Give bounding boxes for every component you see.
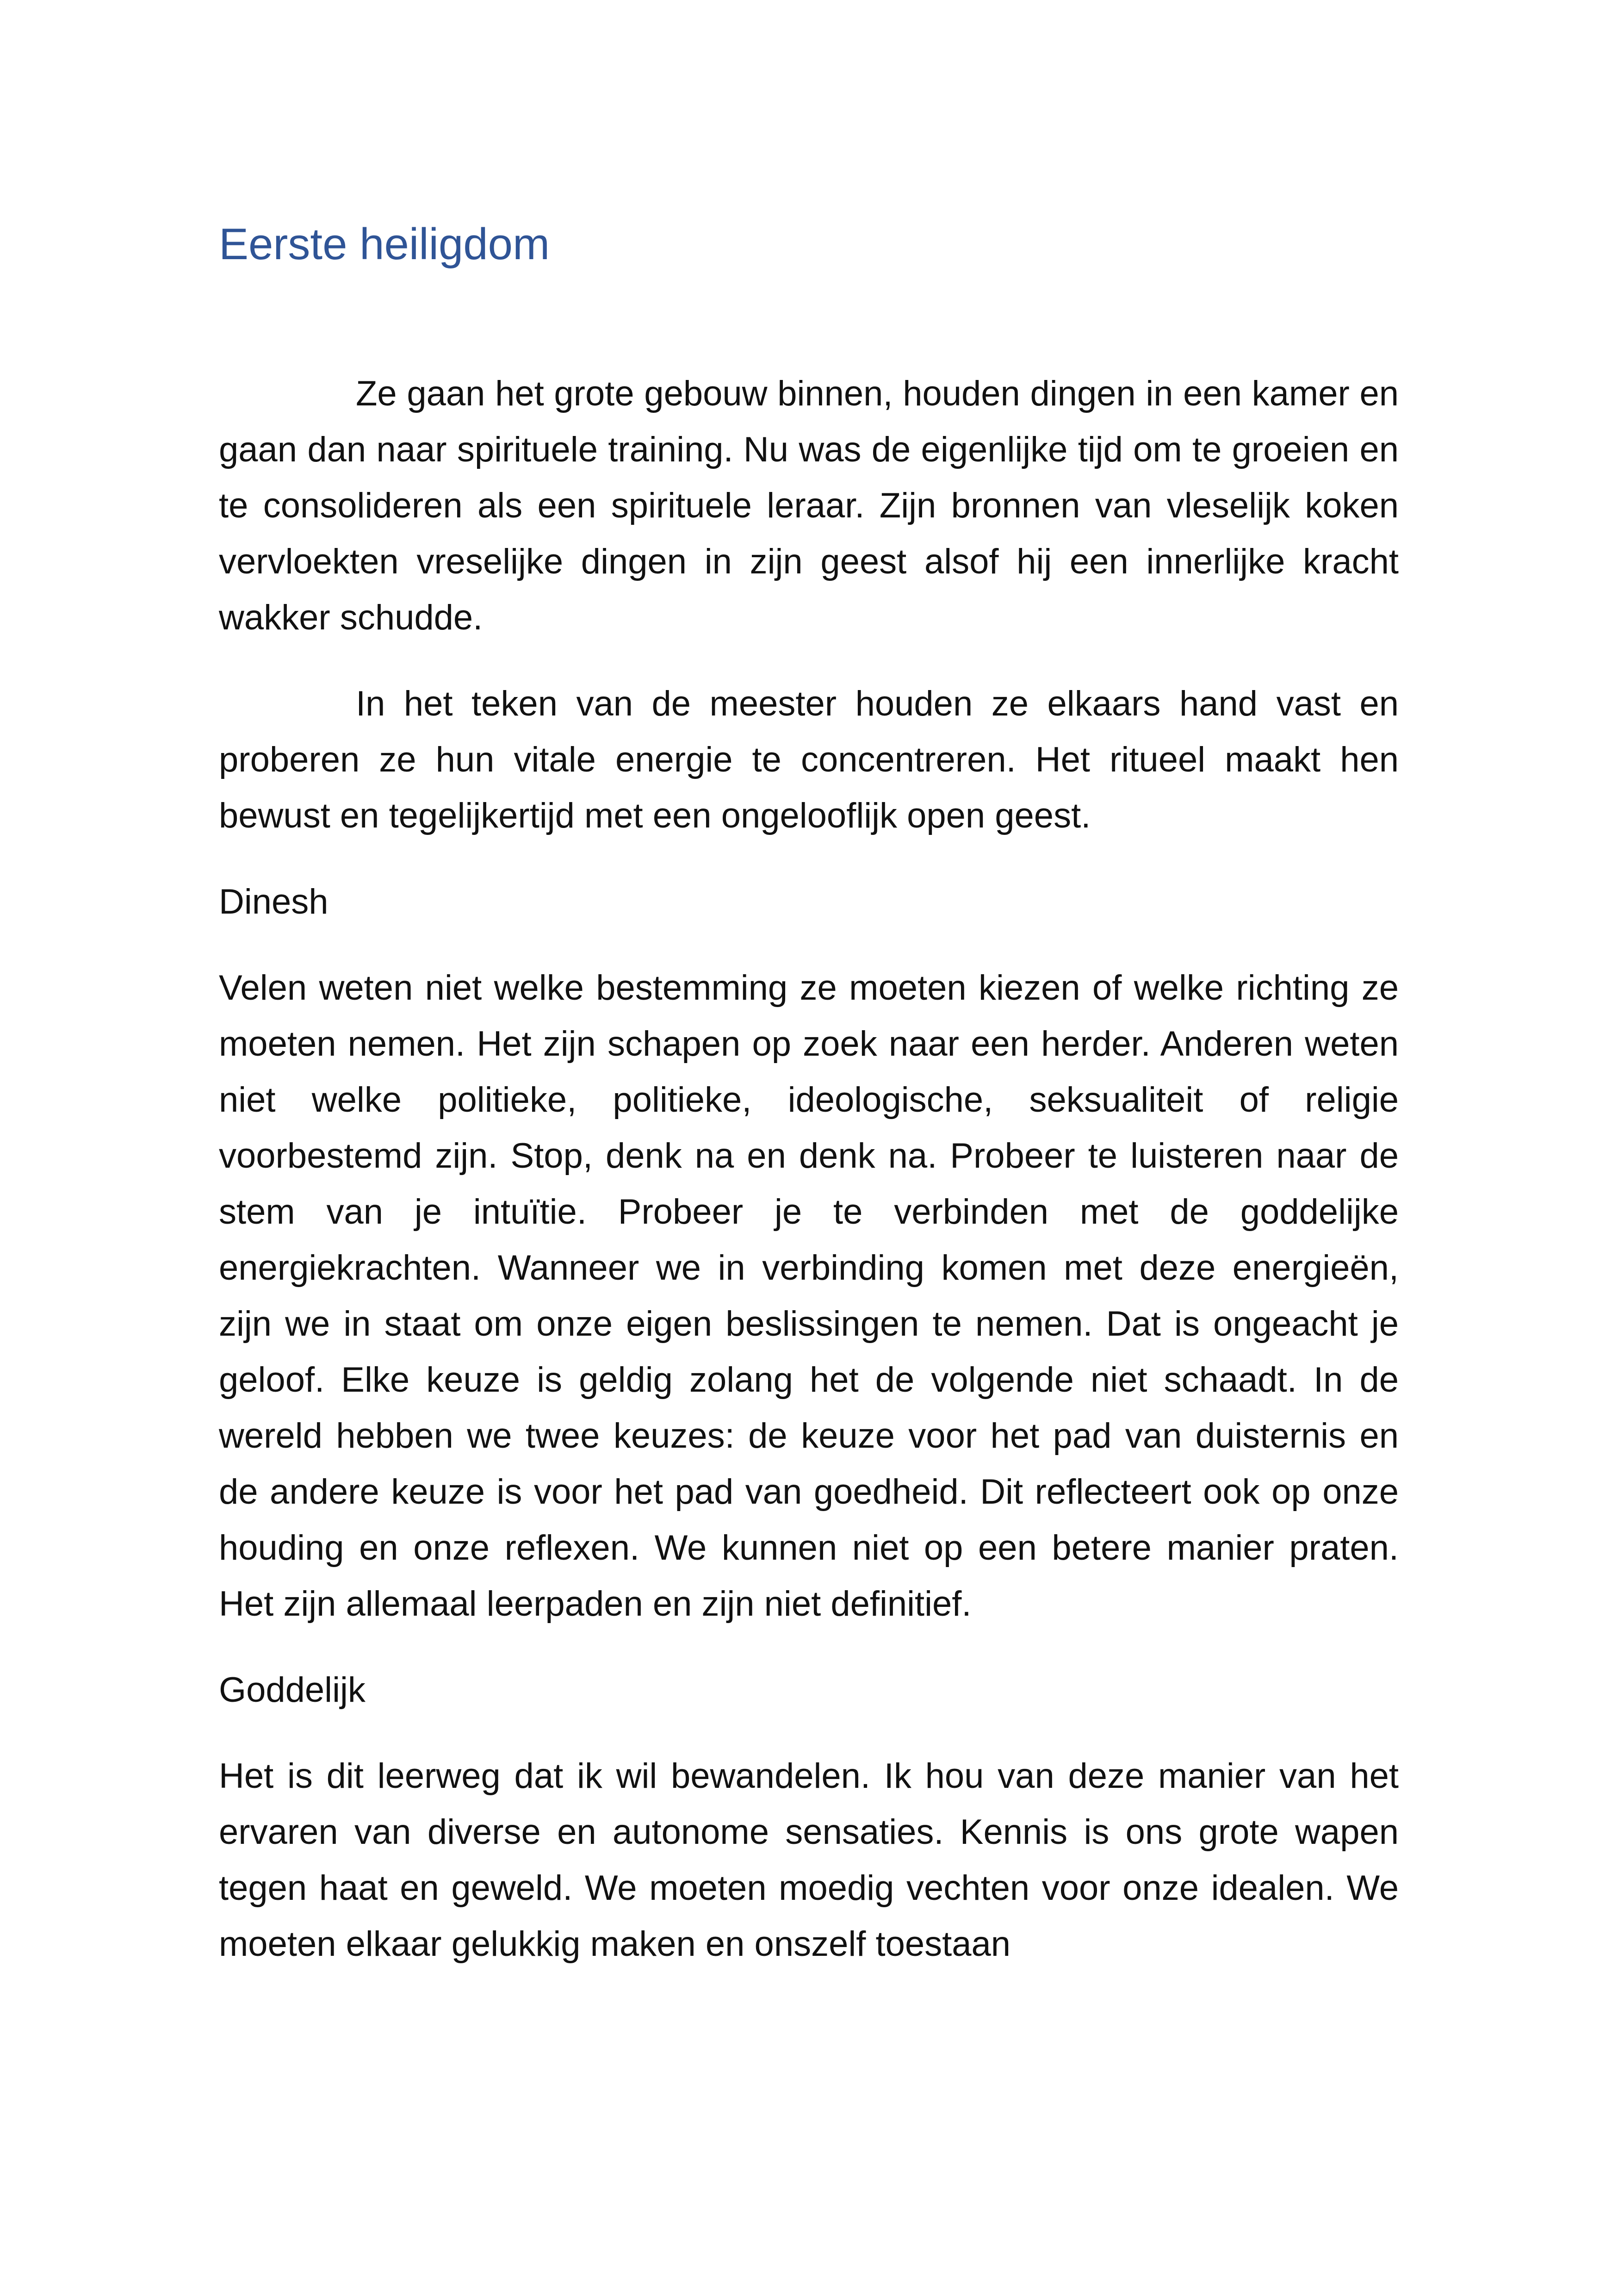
paragraph-intro-2: In het teken van de meester houden ze elkaars hand vast en proberen ze hun vitale energie te concentreren. Het ritueel maakt hen bewust en tegelijkertijd met een ongelooflijk open geest. <box>219 684 1399 835</box>
paragraph-dinesh: Velen weten niet welke bestemming ze moeten kiezen of welke richting ze moeten nemen. Het zijn schapen op zoek naar een herder. Anderen weten niet welke politieke, politieke, ideologische, seksualiteit of religie voorbestemd zijn. Stop, denk na en denk na. Probeer te luisteren naar de stem van je intuïtie. Probeer je te verbinden met de goddelijke energiekrachten. Wanneer we in verbinding komen met deze energieën, zijn we in staat om onze eigen beslissingen te nemen. Dat is ongeacht je geloof. Elke keuze is geldig zolang het de volgende niet schaadt. In de wereld hebben we twee keuzes: de keuze voor het pad van duisternis en de andere keuze is voor het pad van goedheid. Dit reflecteert ook op onze houding en onze reflexen. We kunnen niet op een betere manier praten. Het zijn allemaal leerpaden en zijn niet definitief. <box>219 968 1399 1624</box>
paragraph-intro-1: Ze gaan het grote gebouw binnen, houden dingen in een kamer en gaan dan naar spirituele training. Nu was de eigenlijke tijd om te groeien en te consolideren als een spirituele leraar. Zijn bronnen van vleselijk koken vervloekten vreselijke dingen in zijn geest alsof hij een innerlijke kracht wakker schudde. <box>219 374 1399 637</box>
document-body <box>219 366 1399 2002</box>
section-heading-dinesh: Dinesh <box>219 882 329 921</box>
document-title: Eerste heiligdom <box>219 219 550 269</box>
paragraph-goddelijk: Het is dit leerweg dat ik wil bewandelen. Ik hou van deze manier van het ervaren van diverse en autonome sensaties. Kennis is ons grote wapen tegen haat en geweld. We moeten moedig vechten voor onze idealen. We moeten elkaar gelukkig maken en onszelf toestaan <box>219 1756 1399 1964</box>
section-heading-goddelijk: Goddelijk <box>219 1670 366 1710</box>
